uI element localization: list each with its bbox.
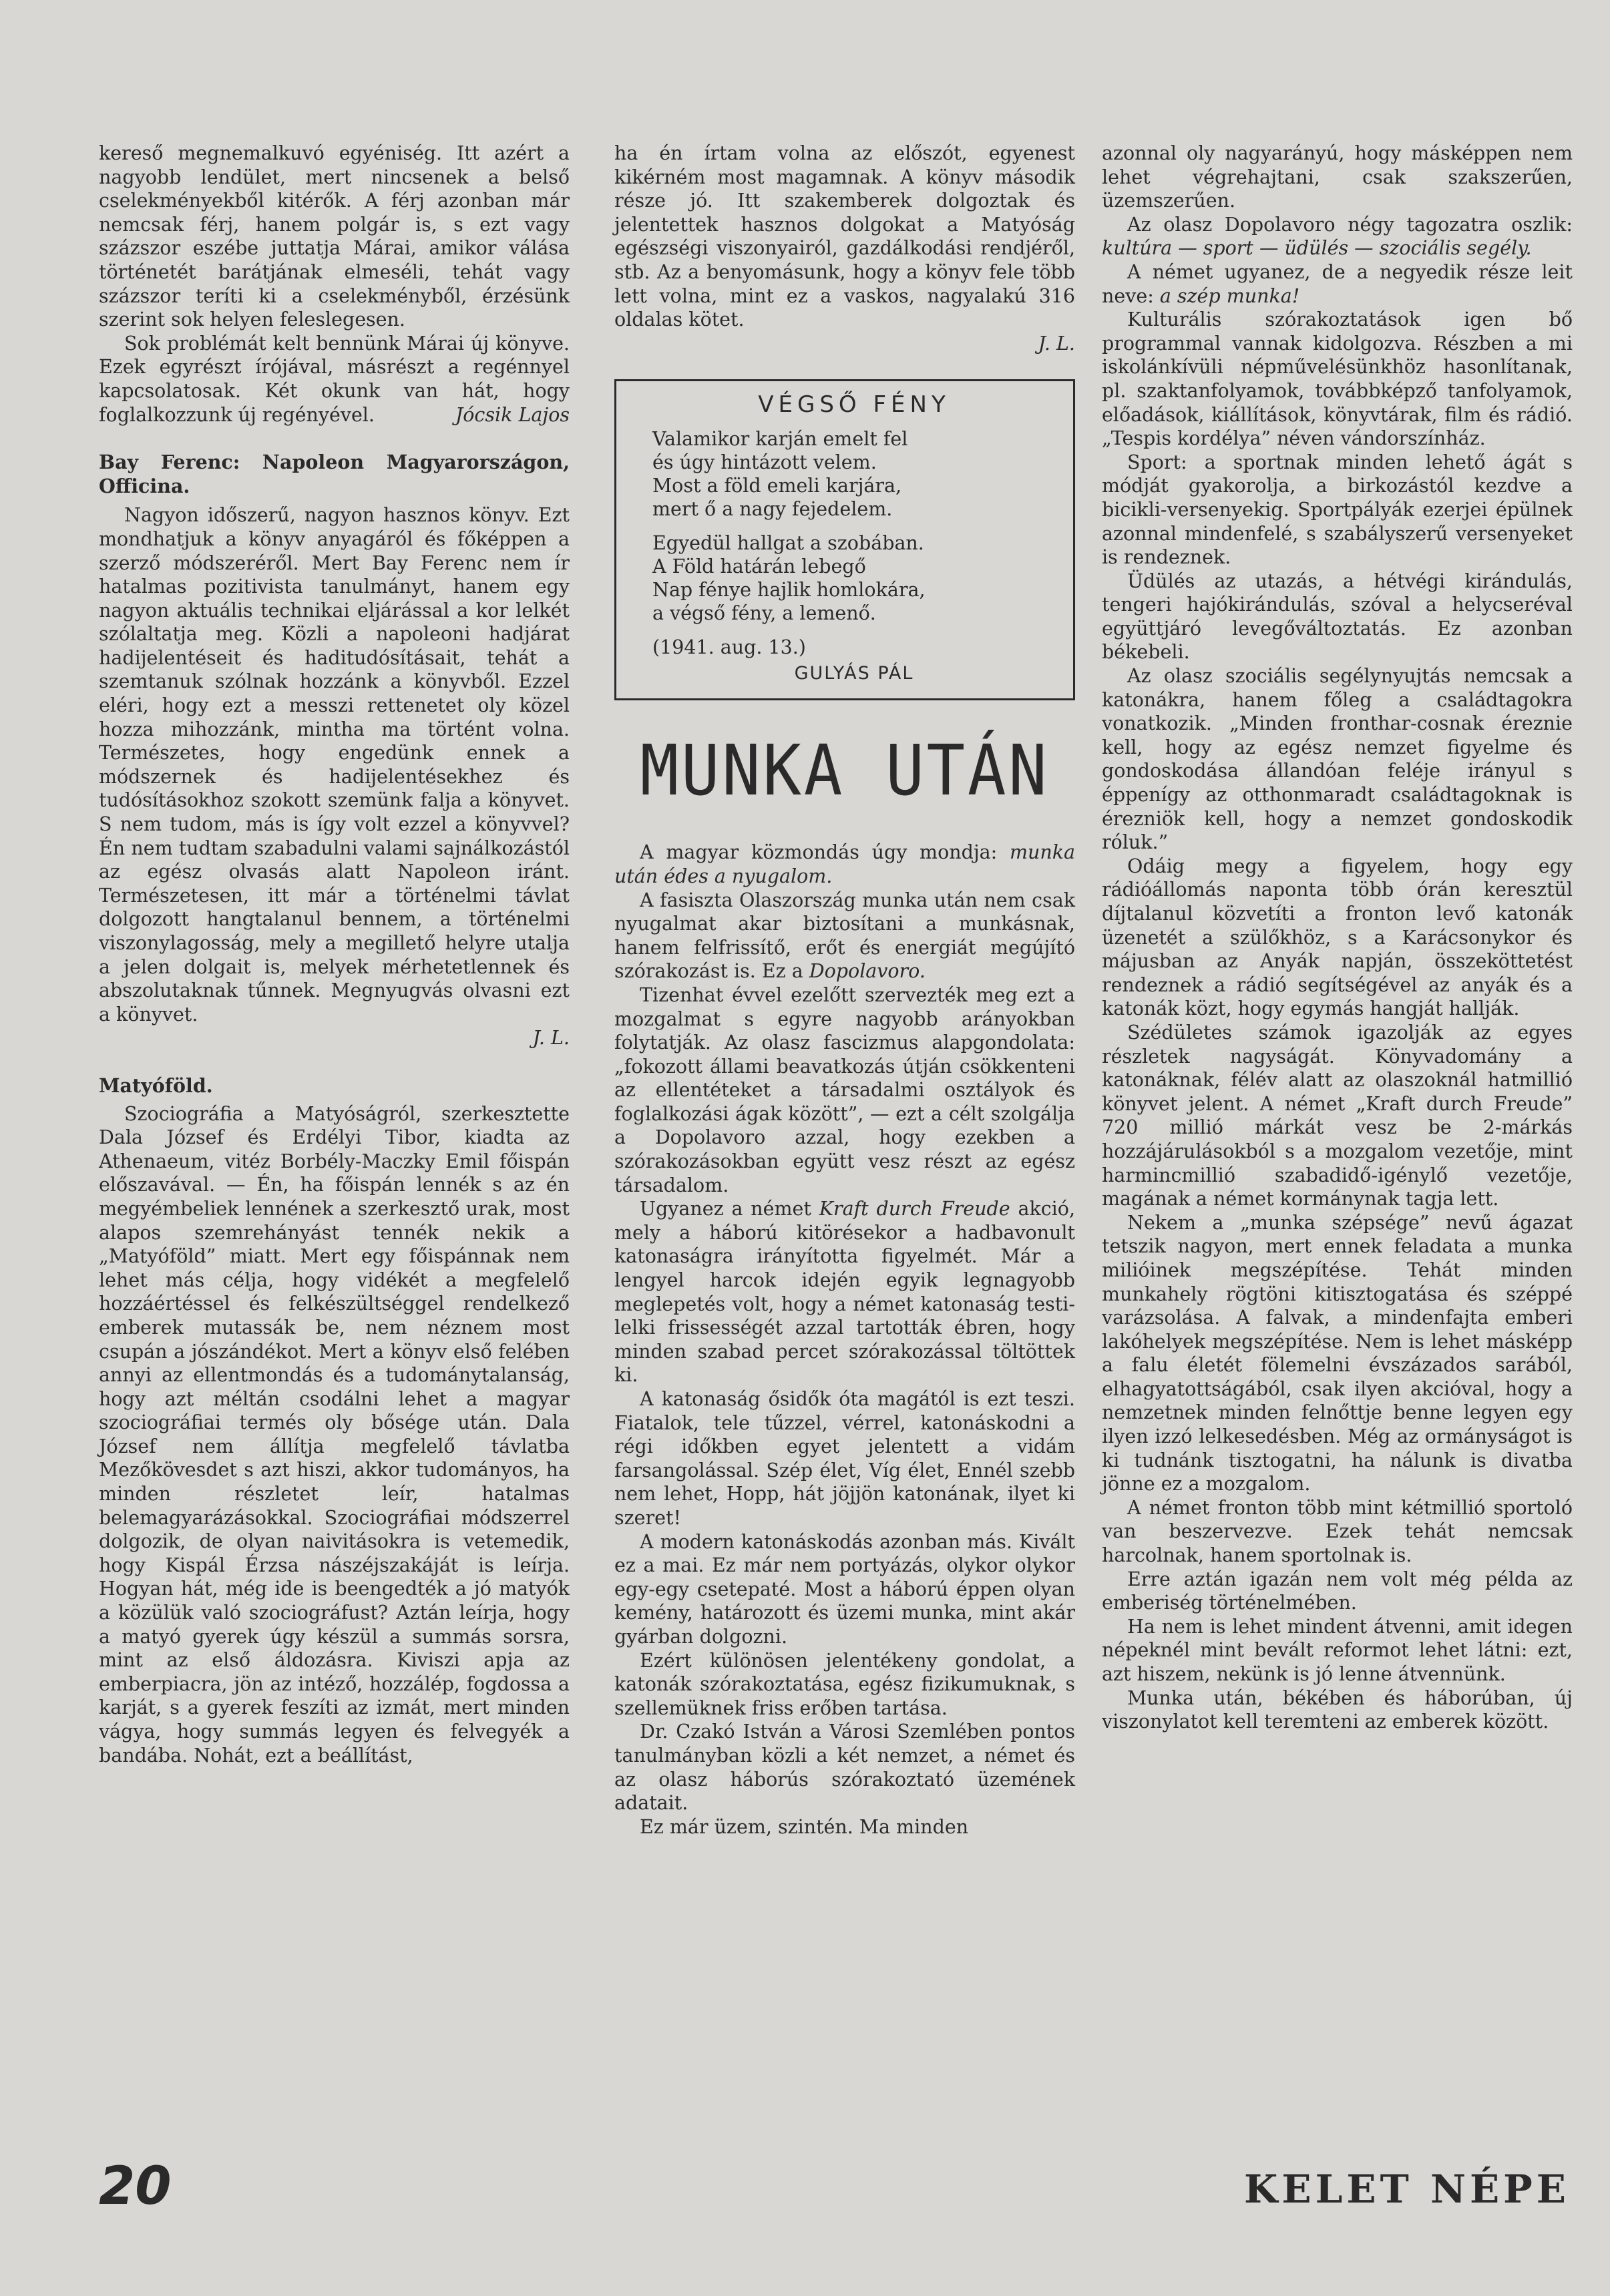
emphasis: a szép munka! <box>1159 284 1300 307</box>
paragraph-text: A fasiszta Olaszország munka után nem csak nyugalmat akar biztosítani a munkásnak, hanem felfrissítő, erőt és energiát megújító szórakozást is. Ez a <box>614 889 1075 983</box>
emphasis: Dopolavoro. <box>809 960 926 983</box>
paragraph: Ez már üzem, szintén. Ma minden <box>640 1815 969 1838</box>
paragraph: A modern katonáskodás azonban más. Kivált ez a mai. Ez már nem portyázás, olykor olykor egy-egy csetepaté. Most a háború éppen olyan kemény, határozott és üzemi munka, mint akár gyárban dolgozni. <box>614 1530 1075 1648</box>
paragraph <box>99 332 570 427</box>
paragraph: Odáig megy a figyelem, hogy egy rádióállomás naponta több órán keresztül díjtalanul közvetíti a fronton levő katonák üzenetét a szülőkhöz, s a Karácsonykor és májusban az Anyák napján, összeköttetést rendeznek a rádió segítségével az anyák és a katonák közt, hogy egymás hangját hallják. <box>1102 855 1573 1020</box>
paragraph <box>614 841 1075 888</box>
paragraph <box>614 889 1075 983</box>
paragraph-text: A német ugyanez, de a negyedik része leit neve: <box>1102 260 1573 307</box>
paragraph: A katonaság ősidők óta magától is ezt teszi. Fiatalok, tele tűzzel, vérrel, katonáskodni a régi időkben egyet jelentett a vidám farsangolással. Szép élet, Víg élet, Ennél szebb nem lehet, Hopp, hát jöjjön katonának, ilyet ki szeret! <box>614 1388 1075 1529</box>
poem-line: és úgy hintázott velem. <box>652 451 877 474</box>
signature: J. L. <box>1038 332 1075 355</box>
proverb: munka után édes a nyugalom. <box>614 841 1075 887</box>
poem-stanza <box>652 427 1056 521</box>
paragraph: Nagyon időszerű, nagyon hasznos könyv. Ezt mondhatjuk a könyv anyagáról és főképpen a szerző módszeréről. Mert Bay Ferenc nem ír hatalmas pozitivista tanulmányt, hanem egy nagyon aktuális technikai eljárással a kor lelkét szólaltatja meg. Közli a napoleoni hadjárat hadijelentéseit és haditudósításait, tehát a szemtanuk szólnak hozzánk a könyvből. Ezzel eléri, hogy ezt a messzi rettenetet oly közel hozza mihozzánk, mintha ma történt volna. Természetes, hogy engedünk ennek a módszernek és hadijelentésekhez és tudósításokhoz szokott szemünk falja a könyvet. S nem tudom, más is így volt ezzel a könyvvel? Én nem tudtam szabadulni valami sajnálkozástól az egész olvasás alatt Napoleon iránt. Természetesen, itt már a történelmi távlat dolgozott hangtalanul bennem, a történelmi viszonylagosság, mely a megillető helyre utalja a jelen dolgait is, melyek mérhetetlennek és abszolutaknak tűnnek. Megnyugvás olvasni ezt a könyvet. <box>99 504 570 1025</box>
paragraph-text: akció, mely a háború kitörésekor a hadbavonult katonaságra irányította figyelmét. Már a lengyel harcok idején egyik legnagyobb meglepetés volt, hogy a német katonaság testi-lelki frissességét azzal tartották ébren, hogy minden szabad percet szórakozással töltöttek ki. <box>614 1198 1076 1387</box>
paragraph: Üdülés az utazás, a hétvégi kirándulás, tengeri hajókirándulás, szóval a helycseréval együttjáró levegőváltoztatás. Ez azonban békebeli. <box>1102 569 1573 664</box>
magazine-name: KELET NÉPE <box>1243 2166 1570 2212</box>
emphasis: Kraft durch Freude <box>819 1198 1010 1220</box>
paragraph: Dr. Czakó István a Városi Szemlében pontos tanulmányban közli a két nemzet, a német és az olasz háborús szórakoztató üzemének adatait. <box>614 1720 1075 1815</box>
paragraph: Munka után, békében és háborúban, új viszonylatot kell teremteni az emberek között. <box>1102 1686 1573 1733</box>
poem-title: VÉGSŐ FÉNY <box>758 391 950 419</box>
column-2 <box>614 142 1075 2122</box>
paragraph-text: A magyar közmondás úgy mondja: <box>640 841 998 864</box>
paragraph <box>1102 260 1573 308</box>
paragraph: azonnal oly nagyarányú, hogy másképpen nem lehet végrehajtani, csak szakszerűen, üzemszerűen. <box>1102 142 1573 212</box>
paragraph: Erre aztán igazán nem volt még példa az emberiség történelmében. <box>1102 1568 1573 1614</box>
paragraph: Ezért különösen jelentékeny gondolat, a katonák szórakoztatása, egész fizikumuknak, s szellemüknek friss erőben tartása. <box>614 1649 1075 1719</box>
poem-line: Nap fénye hajlik homlokára, <box>652 579 926 602</box>
poem-line: a végső fény, a lemenő. <box>652 602 876 625</box>
poem-date: (1941. aug. 13.) <box>652 636 806 659</box>
book-title: Bay Ferenc: Napoleon Magyarországon, Officina. <box>99 451 570 497</box>
poem-line: Valamikor karján emelt fel <box>652 428 908 451</box>
paragraph: Tizenhat évvel ezelőtt szervezték meg ezt a mozgalmat s egyre nagyobb arányokban folytatják. Az olasz fascizmus alapgondolata: „fokozott állami beavatkozás útján csökkenteni az ellentéteket a társadalmi osztályok és foglalkozási ágak között”, — ezt a célt szolgálja a Dopolavoro azzal, hogy ezekben a szórakozásokban együtt vesz részt az egész társadalom. <box>614 983 1075 1196</box>
paragraph-text: Az olasz Dopolavoro négy tagozatra oszlik: <box>1127 213 1573 236</box>
paragraph: kereső megnemalkuvó egyéniség. Itt azért a nagyobb lendület, mert nincsenek a belső cselekményekből kitérők. A férj azonban már nemcsak férj, hanem polgár is, s ezt vagy százszor eszébe juttatja Márai, amikor válása történetét barátjának elmeséli, tehát vagy százszor teríti ki a cselekményből, érzésünk szerint sok helyen feleslegesen. <box>99 142 570 331</box>
paragraph: Ha nem is lehet mindent átvenni, amit idegen népeknél mint bevált reformot lehet látni: ezt, azt hiszem, nekünk is jó lenne átvennünk. <box>1102 1615 1573 1685</box>
signature: J. L. <box>532 1027 570 1050</box>
poem-stanza <box>652 531 1056 625</box>
paragraph: Szédületes számok igazolják az egyes részletek nagyságát. Könyvadomány a katonáknak, félév alatt az olaszoknál hatmillió könyvet jelent. A német „Kraft durch Freude” 720 millió márkát vesz be 2-márkás hozzájárulásokból s a mozgalom vezetője, mint harmincmillió szabadidő-igénylő vezetője, magának a német kormánynak tagja lett. <box>1102 1021 1573 1210</box>
column-3 <box>1102 142 1573 2122</box>
page-number: 20 <box>99 2156 172 2217</box>
paragraph <box>614 1197 1075 1387</box>
article-headline: MUNKA UTÁN <box>640 730 1050 812</box>
poem-box <box>614 379 1075 700</box>
paragraph: Szociográfia a Matyóságról, szerkesztette Dala József és Erdélyi Tibor, kiadta az Athenaeum, vitéz Borbély-Maczky Emil főispán előszavával. — Én, ha főispán lennék s az én megyémbeliek lennének a szerkesztő urak, most alapos szemrehányást tennék nekik a „Matyóföld” miatt. Mert egy főispánnak nem lehet más célja, hogy vidékét a megfelelő hozzáértéssel és felkészültséggel rendelkező emberek mutassák be, nem néznem most csupán a jószándékot. Mert a könyv első felében annyi az ellentmondás és a tudománytalanság, hogy azt méltán csodálni lehet a magyar szociográfiai termés oly bősége után. Dala József nem állítja megfelelő távlatba Mezőkövesdet s azt hiszi, akkor tudományos, ha minden részletet leír, hatalmas belemagyarázásokkal. Szociográfiai módszerrel dolgozik, de olyan naivitásokra is vetemedik, hogy Kispál Érzsa nászéjszakáját is leírja. Hogyan hát, még ide is beengedték a jó matyók a közülük való szociográfust? Aztán leírja, hogy a matyó gyerek úgy készül a summás sorsra, mint az első áldozásra. Kiviszi apja az emberpiacra, jön az intéző, hozzálép, fogdossa a karját, s a gyerek feszíti az izmát, mert minden vágya, hogy summás legyen és felvegyék a bandába. Nohát, ezt a beállítást, <box>99 1102 570 1767</box>
poem-line: mert ő a nagy fejedelem. <box>652 498 893 521</box>
paragraph: ha én írtam volna az előszót, egyenest kikérném most magamnak. A könyv második része jó. Itt szakemberek dolgoztak és jelentettek hasznos dolgokat a Matyóság egészségi viszonyairól, gazdálkodási rendjéről, stb. Az a benyomásunk, hogy a könyv fele több lett volna, mint ez a vaskos, nagyalakú 316 oldalas kötet. <box>614 142 1075 331</box>
emphasis: kultúra — sport — üdülés — szociális segély. <box>1102 237 1532 260</box>
column-1 <box>99 142 570 2122</box>
paragraph: Az olasz szociális segélynyujtás nemcsak a katonákra, hanem főleg a családtagokra vonatkozik. „Minden fronthar-cosnak éreznie kell, hogy az egész nemzet figyelme és gondoskodása állandóan feléje irányul s éppenígy az otthonmaradt családtagoknak is érezniök kell, hogy a nemzet gondoskodik róluk.” <box>1102 665 1573 854</box>
poem-line: A Föld határán lebegő <box>652 555 866 578</box>
paragraph-text: Ugyanez a német <box>640 1198 811 1220</box>
poem-line: Most a föld emeli karjára, <box>652 475 902 497</box>
paragraph: Kulturális szórakoztatások igen bő programmal vannak kidolgozva. Részben a mi iskolánkívüli népművelésünkhöz hasonlítanak, pl. szaktanfolyamok, továbbképző tanfolyamok, előadások, kiállítások, könyvtárak, film és rádió. „Tespis kordélya” néven vándorszínház. <box>1102 308 1573 450</box>
paragraph-text: Sok problémát kelt bennünk Márai új könyve. Ezek egyrészt írójával, másrészt a regénnyel kapcsolatosak. Két okunk van hát, hogy foglalkozzunk új regényével. <box>99 332 570 426</box>
poem-line: Egyedül hallgat a szobában. <box>652 532 924 555</box>
paragraph: A német fronton több mint kétmillió sportoló van beszervezve. Ezek tehát nemcsak harcolnak, hanem sportolnak is. <box>1102 1496 1573 1567</box>
poem-author: GULYÁS PÁL <box>794 663 914 684</box>
paragraph: Nekem a „munka szépsége” nevű ágazat tetszik nagyon, mert ennek feladata a munka milióinek megszépítése. Tehát minden munkahely rögtöni kitisztogatása és széppé varázsolása. A falvak, a mindenfajta emberi lakóhelyek megszépítése. Nem is lehet másképp a falu életét fölemelni évszázados sarából, elhagyatottságából, csak ilyen akcióval, hogy a nemzetnek minden felnőttje benne legyen egy ilyen izzó lelkesedésben. Még az ormányságot is ki tudnánk tisztogatni, ha nálunk is divatba jönne ez a mozgalom. <box>1102 1211 1573 1496</box>
paragraph: Sport: a sportnak minden lehető ágát s módját gyakorolja, a birkozástól kezdve a bicikli-versenyekig. Sportpályák ezerjei épülnek azonnal mindenfelé, s szabályszerű versenyeket is rendeznek. <box>1102 451 1573 569</box>
paragraph <box>1102 213 1573 260</box>
section-subhead: Matyóföld. <box>99 1074 213 1097</box>
signature: Jócsik Lajos <box>455 403 570 426</box>
